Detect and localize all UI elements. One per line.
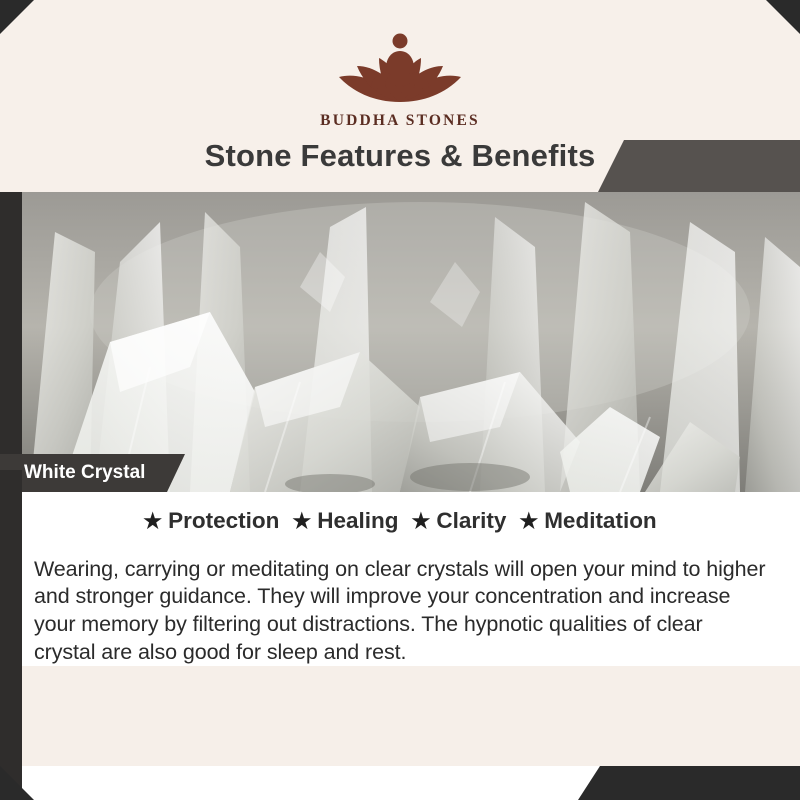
- benefit-label: Healing: [317, 508, 399, 533]
- corner-accent-top-left: [0, 0, 34, 34]
- title-notch-accent: [624, 140, 800, 192]
- benefit-label: Meditation: [544, 508, 657, 533]
- benefit-item: [143, 508, 279, 534]
- benefit-label: Protection: [168, 508, 280, 533]
- benefit-item: [292, 508, 398, 534]
- benefit-item: [412, 508, 507, 534]
- brand-name: BUDDHA STONES: [320, 112, 480, 129]
- corner-accent-bottom-left: [0, 766, 34, 800]
- crystal-cluster-illustration: [0, 192, 800, 492]
- hero-image: [0, 192, 800, 492]
- benefits-list: [34, 508, 766, 534]
- lotus-meditation-icon: [325, 24, 475, 110]
- content-section: [0, 492, 800, 666]
- star-icon: ★: [143, 509, 163, 533]
- corner-accent-bottom-right: [766, 766, 800, 800]
- title-band: [0, 140, 800, 192]
- benefit-label: Clarity: [436, 508, 507, 533]
- stone-name-badge: White Crystal: [0, 454, 167, 492]
- corner-accent-top-right: [766, 0, 800, 34]
- left-edge-accent: [0, 192, 22, 492]
- benefit-item: [519, 508, 656, 534]
- bottom-left-accent: [0, 470, 22, 800]
- brand-header: [0, 0, 800, 140]
- star-icon: ★: [292, 509, 312, 533]
- star-icon: ★: [411, 509, 431, 533]
- star-icon: ★: [519, 509, 539, 533]
- description-text: Wearing, carrying or meditating on clear crystals will open your mind to higher and stronger guidance. They will improve your concentration and increase your memory by filtering out distractions. The hypnotic qualities of clear crystal are also good for sleep and rest.: [34, 556, 766, 664]
- page-title: Stone Features & Benefits: [204, 138, 596, 173]
